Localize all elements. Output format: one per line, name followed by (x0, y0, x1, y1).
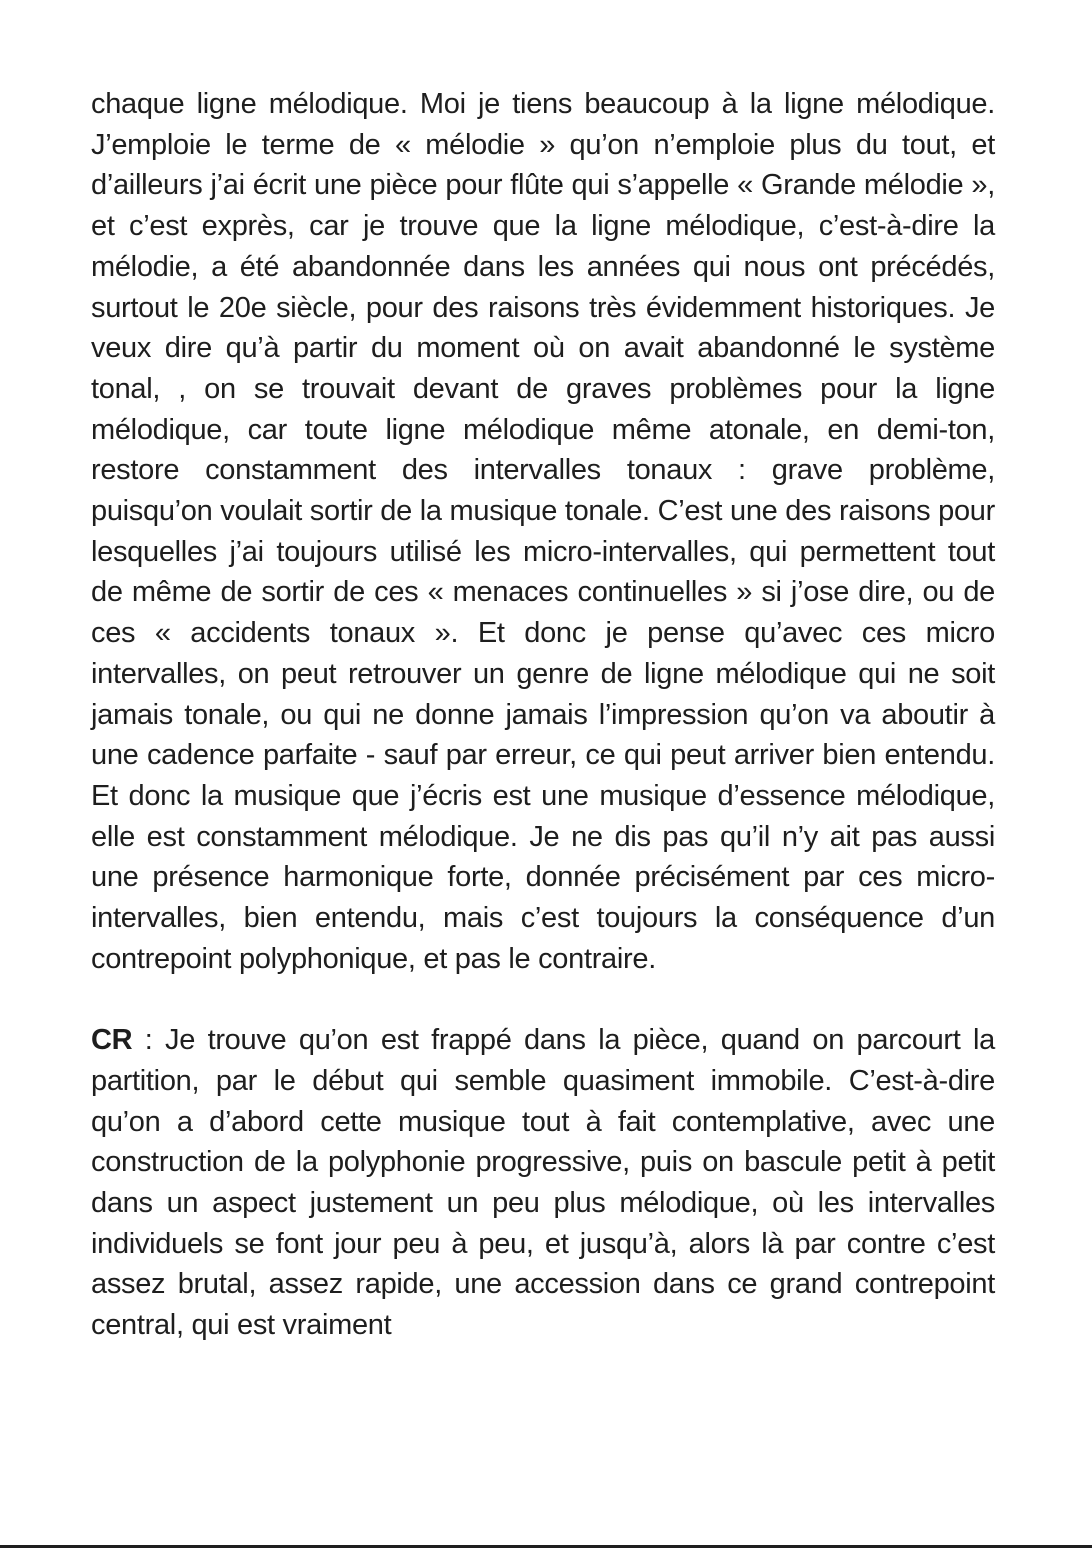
speaker-initials: CR (91, 1024, 133, 1057)
paragraph-answer (91, 84, 995, 979)
paragraph-text: : Je trouve qu’on est frappé dans la pièce, quand on parcourt la partition, par le début qui semble quasiment immobile. C’est-à-dire qu’on a d’abord cette musique tout à fait contemplative, avec une construction de la polyphonie progressive, puis on bascule petit à petit dans un aspect justement un peu plus mélodique, où les intervalles individuels se font jour peu à peu, et jusqu’à, alors là par contre c’est assez brutal, assez rapide, une accession dans ce grand contrepoint central, qui est vraiment (91, 1024, 995, 1342)
document-page (91, 84, 995, 1346)
paragraph-text: chaque ligne mélodique. Moi je tiens beaucoup à la ligne mélodique. J’emploie le terme de « mélodie » qu’on n’emploie plus du tout, et d’ailleurs j’ai écrit une pièce pour flûte qui s’appelle « Grande mélodie », et c’est exprès, car je trouve que la ligne mélodique, c’est-à-dire la mélodie, a été abandonnée dans les années qui nous ont précédés, surtout le 20e siècle, pour des raisons très évidemment historiques. Je veux dire qu’à partir du moment où on avait abandonné le système tonal, , on se trouvait devant de graves problèmes pour la ligne mélodique, car toute ligne mélodique même atonale, en demi-ton, restore constamment des intervalles tonaux : grave problème, puisqu’on voulait sortir de la musique tonale. C’est une des raisons pour lesquelles j’ai toujours utilisé les micro-intervalles, qui permettent tout de même de sortir de ces « menaces continuelles » si j’ose dire, ou de ces « accidents tonaux ». Et donc je pense qu’avec ces micro intervalles, on peut retrouver un genre de ligne mélodique qui ne soit jamais tonale, ou qui ne donne jamais l’impression qu’on va aboutir à une cadence parfaite - sauf par erreur, ce qui peut arriver bien entendu. Et donc la musique que j’écris est une musique d’essence mélodique, elle est constamment mélodique. Je ne dis pas qu’il n’y ait pas aussi une présence harmonique forte, donnée précisément par ces micro-intervalles, bien entendu, mais c’est toujours la conséquence d’un contrepoint polyphonique, et pas le contraire. (91, 88, 995, 975)
paragraph-question (91, 1020, 995, 1346)
